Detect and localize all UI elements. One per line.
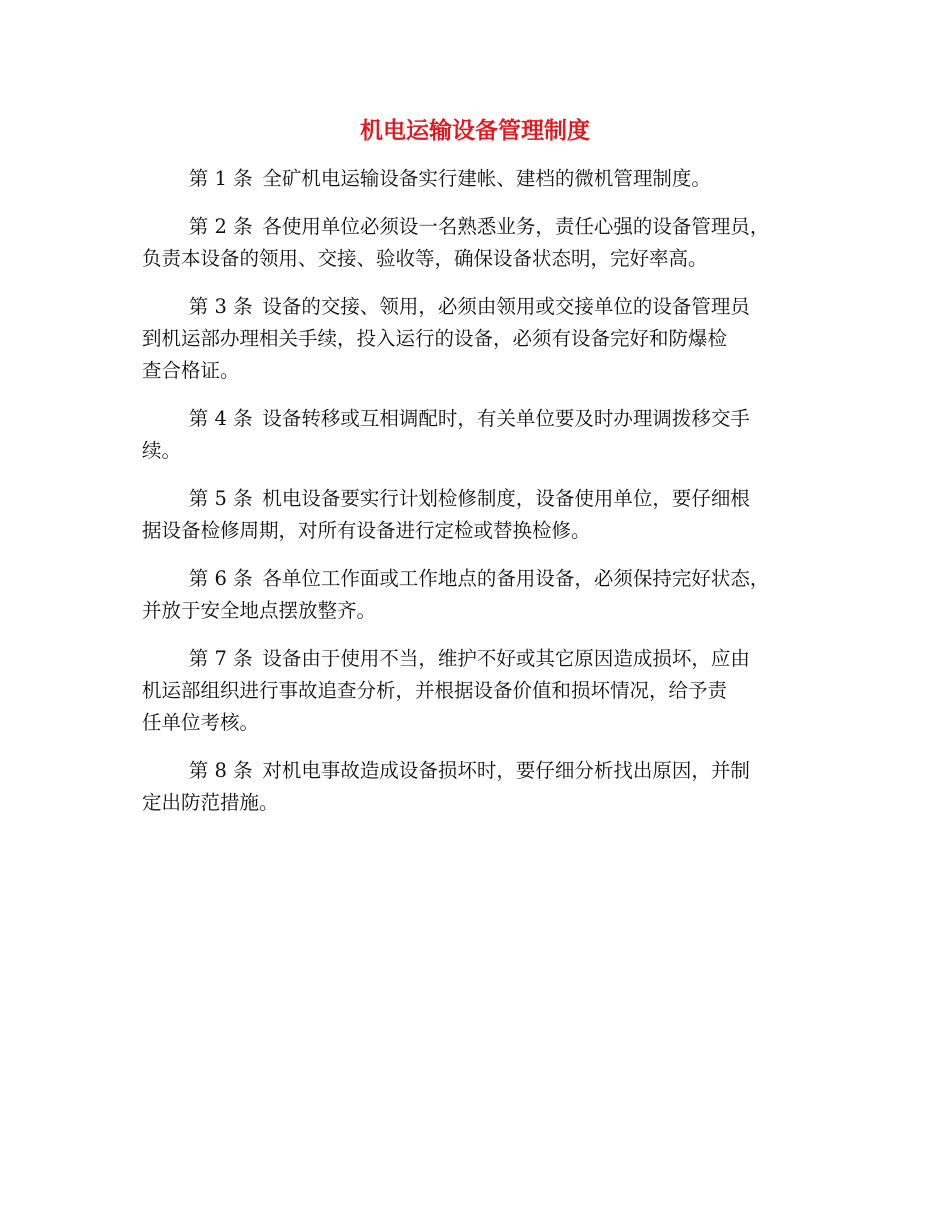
article-text: 查合格证。: [142, 359, 240, 382]
article-text: 机运部组织进行事故追查分析，并根据设备价值和损坏情况，给予责: [142, 679, 728, 702]
document-title: 机电运输设备管理制度: [360, 117, 590, 144]
article-text: 到机运部办理相关手续，投入运行的设备，必须有设备完好和防爆检: [142, 327, 728, 350]
article-1: [142, 163, 818, 195]
article-list: [142, 163, 818, 835]
article-text: 对机电事故造成设备损坏时，要仔细分析找出原因，并制: [262, 759, 750, 782]
article-6: [142, 563, 818, 627]
article-number: 第 7 条: [188, 647, 253, 670]
article-text: 并放于安全地点摆放整齐。: [142, 599, 377, 622]
article-text: 各单位工作面或工作地点的备用设备，必须保持完好状态，: [262, 567, 770, 590]
article-text: 设备的交接、领用，必须由领用或交接单位的设备管理员: [262, 295, 750, 318]
article-text: 续。: [142, 439, 182, 462]
article-2: [142, 211, 818, 275]
article-text: 设备由于使用不当，维护不好或其它原因造成损坏，应由: [262, 647, 750, 670]
article-text: 机电设备要实行计划检修制度，设备使用单位，要仔细根: [262, 487, 750, 510]
article-4: [142, 403, 818, 467]
article-text: 全矿机电运输设备实行建帐、建档的微机管理制度。: [262, 167, 711, 190]
article-number: 第 4 条: [188, 407, 253, 430]
article-7: [142, 643, 818, 739]
article-number: 第 5 条: [188, 487, 253, 510]
article-text: 负责本设备的领用、交接、验收等，确保设备状态明，完好率高。: [142, 247, 708, 270]
article-text: 各使用单位必须设一名熟悉业务，责任心强的设备管理员，: [262, 215, 770, 238]
article-number: 第 3 条: [188, 295, 253, 318]
article-3: [142, 291, 818, 387]
article-text: 定出防范措施。: [142, 791, 279, 814]
article-number: 第 2 条: [188, 215, 253, 238]
article-number: 第 8 条: [188, 759, 253, 782]
article-number: 第 6 条: [188, 567, 253, 590]
article-text: 据设备检修周期，对所有设备进行定检或替换检修。: [142, 519, 591, 542]
article-text: 设备转移或互相调配时，有关单位要及时办理调拨移交手: [262, 407, 750, 430]
article-number: 第 1 条: [188, 167, 253, 190]
article-8: [142, 755, 818, 819]
article-5: [142, 483, 818, 547]
article-text: 任单位考核。: [142, 711, 260, 734]
